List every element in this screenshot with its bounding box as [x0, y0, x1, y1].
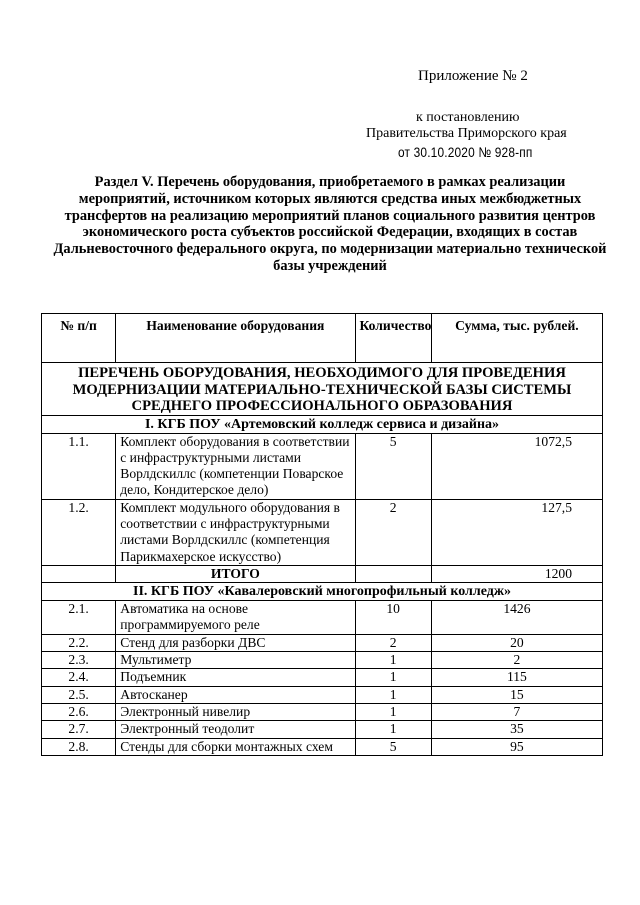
row-qty: 2 [355, 634, 431, 651]
row-num: 2.2. [42, 634, 116, 651]
row-num: 2.1. [42, 601, 116, 635]
group1-heading: I. КГБ ПОУ «Артемовский колледж сервиса и дизайна» [42, 415, 603, 433]
row-qty: 10 [355, 601, 431, 635]
group2-heading: II. КГБ ПОУ «Кавалеровский многопрофильный колледж» [42, 583, 603, 601]
row-qty: 1 [355, 721, 431, 738]
row-sum: 115 [431, 669, 602, 686]
table-row [42, 703, 603, 720]
row-sum: 35 [431, 721, 602, 738]
table-row [42, 652, 603, 669]
row-sum: 1072,5 [431, 433, 602, 499]
row-qty: 2 [355, 499, 431, 565]
table-row [42, 433, 603, 499]
total-empty-cell [42, 565, 116, 582]
row-name: Комплект модульного оборудования в соответствии с инфраструктурными листами Ворлдскиллс (компетенция Парикмахерское искусство) [116, 499, 355, 565]
header-num: № п/п [42, 314, 116, 363]
row-num: 1.2. [42, 499, 116, 565]
appendix-to-resolution: к постановлению [416, 110, 520, 125]
row-name: Электронный нивелир [116, 703, 355, 720]
table-big-heading: ПЕРЕЧЕНЬ ОБОРУДОВАНИЯ, НЕОБХОДИМОГО ДЛЯ ПРОВЕДЕНИЯ МОДЕРНИЗАЦИИ МАТЕРИАЛЬНО-ТЕХНИЧЕСКОЙ БАЗЫ СИСТЕМЫ СРЕДНЕГО ПРОФЕССИОНАЛЬНОГО ОБРАЗОВАНИЯ [42, 363, 603, 416]
row-qty: 5 [355, 433, 431, 499]
row-name: Стенды для сборки монтажных схем [116, 738, 355, 755]
row-sum: 2 [431, 652, 602, 669]
row-qty: 1 [355, 669, 431, 686]
row-num: 2.5. [42, 686, 116, 703]
table-row [42, 601, 603, 635]
equipment-table [41, 313, 603, 756]
row-sum: 7 [431, 703, 602, 720]
row-sum: 1426 [431, 601, 602, 635]
row-num: 2.8. [42, 738, 116, 755]
appendix-government: Правительства Приморского края [366, 126, 567, 141]
row-name: Электронный теодолит [116, 721, 355, 738]
table-big-heading-row [42, 363, 603, 416]
header-sum: Сумма, тыс. рублей. [431, 314, 602, 363]
appendix-date-line: от 30.10.2020 № 928-пп [398, 144, 533, 160]
row-name: Подъемник [116, 669, 355, 686]
row-name: Комплект оборудования в соответствии с инфраструктурными листами Ворлдскиллс (компетенции Поварское дело, Кондитерское дело) [116, 433, 355, 499]
table-row [42, 738, 603, 755]
row-qty: 1 [355, 652, 431, 669]
row-num: 2.4. [42, 669, 116, 686]
total-sum: 1200 [431, 565, 602, 582]
row-num: 2.3. [42, 652, 116, 669]
row-qty: 1 [355, 703, 431, 720]
total-qty-cell [355, 565, 431, 582]
table-row [42, 721, 603, 738]
header-qty: Количество [355, 314, 431, 363]
row-num: 2.6. [42, 703, 116, 720]
header-name: Наименование оборудования [116, 314, 355, 363]
row-sum: 15 [431, 686, 602, 703]
row-sum: 20 [431, 634, 602, 651]
row-name: Стенд для разборки ДВС [116, 634, 355, 651]
table-header-row [42, 314, 603, 363]
row-num: 2.7. [42, 721, 116, 738]
section-title: Раздел V. Перечень оборудования, приобретаемого в рамках реализации мероприятий, источником которых являются средства иных межбюджетных трансфертов на реализацию мероприятий планов социального развития центров экономического роста субъектов российской Федерации, входящих в состав Дальневосточного федерального округа, по модернизации материально технической базы учреждений [53, 174, 607, 274]
table-row [42, 499, 603, 565]
group2-heading-row [42, 583, 603, 601]
appendix-title: Приложение № 2 [418, 68, 528, 84]
appendix-block [0, 0, 640, 170]
row-name: Автосканер [116, 686, 355, 703]
table-row [42, 669, 603, 686]
table-row [42, 634, 603, 651]
group1-heading-row [42, 415, 603, 433]
group1-total-row [42, 565, 603, 582]
row-sum: 127,5 [431, 499, 602, 565]
row-qty: 1 [355, 686, 431, 703]
row-sum: 95 [431, 738, 602, 755]
table-row [42, 686, 603, 703]
row-num: 1.1. [42, 433, 116, 499]
total-label: ИТОГО [116, 565, 355, 582]
row-qty: 5 [355, 738, 431, 755]
row-name: Мультиметр [116, 652, 355, 669]
row-name: Автоматика на основе программируемого реле [116, 601, 355, 635]
